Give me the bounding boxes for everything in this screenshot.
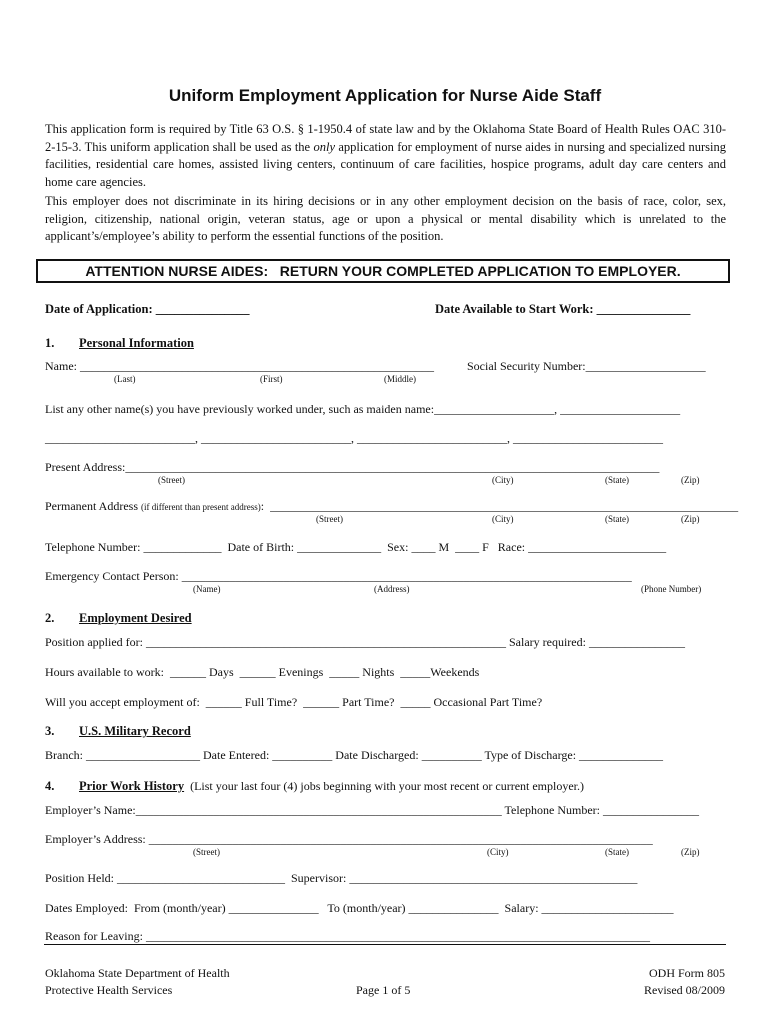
caption-street: (Street) [158,475,185,485]
footer-form-number: ODH Form 805 [648,966,725,980]
intro-emphasis: only [313,139,335,154]
caption-zip: (Zip) [681,475,700,485]
intro-text-a: This application form is required by Title 63 O.S. § 1-1950.4 of state law and by the Oklahoma State Board of Health Rules OAC 310-2-15-3. This uniform application shall be used as the [45,122,726,154]
present-address-field[interactable]: Present Address:_________________________________________________________________________________________ [45,460,660,474]
name-field[interactable]: Name: ___________________________________________________________ [45,359,434,373]
ssn-field[interactable]: Social Security Number:____________________ [467,359,706,373]
caption-middle: (Middle) [384,374,416,384]
military-record-field[interactable]: Branch: ___________________ Date Entered: __________ Date Discharged: __________ Type of Discharge: ______________ [45,748,664,762]
section-3-number: 3. [45,724,55,738]
permanent-address-line: : ______________________________________________________________________________ [260,499,739,513]
section-3-heading: U.S. Military Record [79,724,191,738]
caption-street-permanent: (Street) [316,514,343,524]
position-salary-field[interactable]: Position applied for: ____________________________________________________________ Salary required: ________________ [45,635,685,649]
section-2-number: 2. [45,611,55,625]
caption-employer-zip: (Zip) [681,847,700,857]
section-1-heading: Personal Information [79,336,194,350]
date-available-field[interactable]: Date Available to Start Work: _______________ [435,302,691,316]
caption-first: (First) [260,374,283,384]
emergency-contact-field[interactable]: Emergency Contact Person: ___________________________________________________________________________ [45,569,632,583]
caption-employer-street: (Street) [193,847,220,857]
employer-address-field[interactable]: Employer’s Address: ____________________________________________________________________________________ [45,832,653,846]
section-4-header [79,779,584,794]
footer-org-2: Protective Health Services [45,983,173,997]
caption-emergency-name: (Name) [193,584,221,594]
other-names-field-continued[interactable]: _________________________, _________________________, _________________________, _________________________ [45,431,663,445]
section-2-heading: Employment Desired [79,611,192,625]
caption-emergency-phone: (Phone Number) [641,584,702,594]
employer-name-field[interactable]: Employer’s Name:_____________________________________________________________ Telephone Number: ________________ [45,803,699,817]
footer-org-1: Oklahoma State Department of Health [45,966,230,980]
caption-employer-state: (State) [605,847,629,857]
section-4-note: (List your last four (4) jobs beginning with your most recent or current employer.) [184,779,585,793]
section-4-heading: Prior Work History [79,779,185,793]
footer-page-number: Page 1 of 5 [356,983,411,997]
caption-city-permanent: (City) [492,514,514,524]
dates-employed-field[interactable]: Dates Employed: From (month/year) _______________ To (month/year) _______________ Salary: ______________________ [45,901,674,915]
intro-text-b: application for employment of nurse aides in nursing and specialized nursing facilities, residential care homes, assisted living centers, continuum of care facilities, hospice programs, adult day care centers and home care agencies. [45,139,726,189]
intro-paragraph-1 [45,121,726,191]
caption-emergency-address: (Address) [374,584,410,594]
caption-employer-city: (City) [487,847,509,857]
permanent-address-label: Permanent Address [45,499,141,513]
page-title: Uniform Employment Application for Nurse Aide Staff [168,86,602,105]
permanent-address-field[interactable] [45,499,738,514]
footer-revised: Revised 08/2009 [644,983,725,997]
caption-city: (City) [492,475,514,485]
other-names-field[interactable]: List any other name(s) you have previously worked under, such as maiden name:____________________, ____________________ [45,402,681,416]
page-divider [44,944,726,945]
intro-paragraph-2: This employer does not discriminate in its hiring decisions or in any other employment decision on the basis of race, color, sex, religion, citizenship, national origin, veteran status, age or upon a physical or mental disability which is unrelated to the applicant’s/employee’s ability to perform the essential functions of the position. [45,194,726,243]
caption-state-permanent: (State) [605,514,629,524]
hours-available-field[interactable]: Hours available to work: ______ Days ______ Evenings _____ Nights _____Weekends [45,665,480,679]
position-supervisor-field[interactable]: Position Held: ____________________________ Supervisor: ________________________________________________ [45,871,638,885]
section-4-number: 4. [45,779,55,793]
attention-banner: ATTENTION NURSE AIDES: RETURN YOUR COMPLETED APPLICATION TO EMPLOYER. [36,259,730,283]
accept-employment-field[interactable]: Will you accept employment of: ______ Full Time? ______ Part Time? _____ Occasional Part Time? [45,695,543,709]
section-1-number: 1. [45,336,55,350]
caption-zip-permanent: (Zip) [681,514,700,524]
permanent-address-note: (if different than present address) [140,502,261,512]
reason-for-leaving-field[interactable]: Reason for Leaving: ____________________________________________________________________________________ [45,929,650,943]
date-of-application-field[interactable]: Date of Application: _______________ [45,302,250,316]
caption-state: (State) [605,475,629,485]
phone-dob-sex-race-fields[interactable]: Telephone Number: _____________ Date of Birth: ______________ Sex: ____ M ____ F Race: _______________________ [45,540,667,554]
caption-last: (Last) [114,374,136,384]
